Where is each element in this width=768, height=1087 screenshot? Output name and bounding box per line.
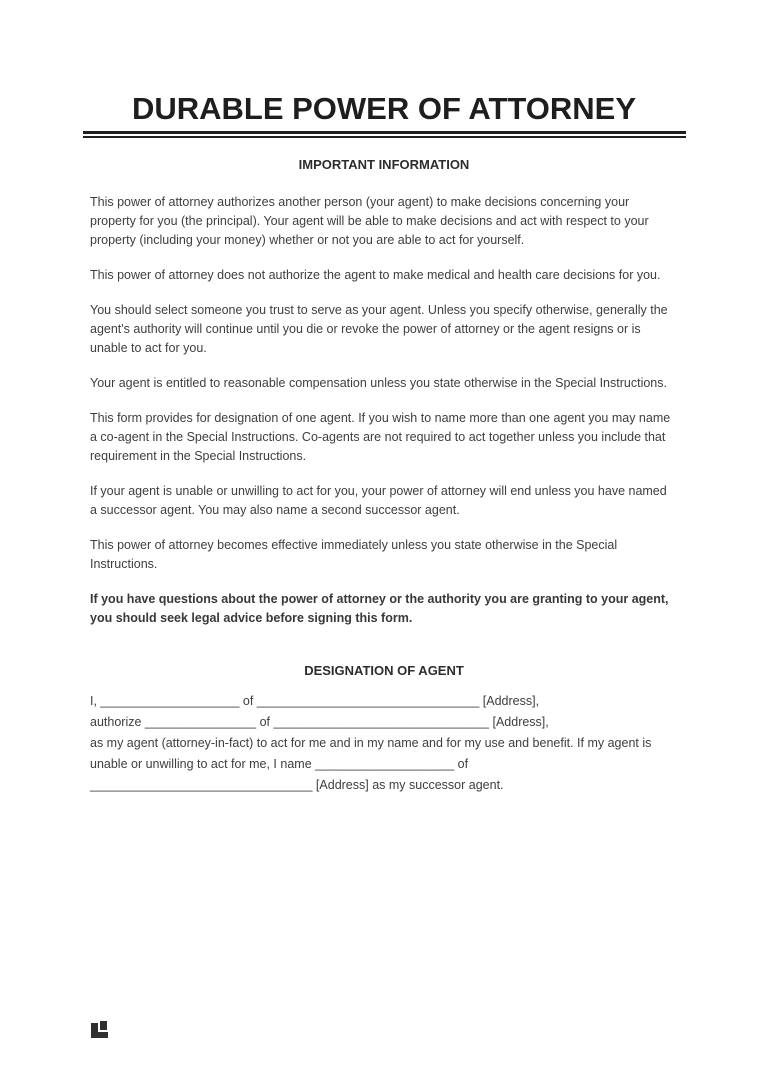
paragraph-line: Your agent is entitled to reasonable compensation unless you state otherwise in the Special Instructions. — [90, 376, 667, 390]
designation-line: authorize ________________ of _______________________________ [Address], — [90, 715, 549, 729]
paragraph-line: property for you (the principal). Your agent will be able to make decisions and act with respect to your — [90, 214, 649, 228]
title-divider-rule — [83, 131, 686, 138]
designation-of-agent-text — [90, 691, 678, 796]
paragraph-line: Instructions. — [90, 557, 158, 571]
paragraph-line: This form provides for designation of one agent. If you wish to name more than one agent you may name — [90, 411, 671, 425]
designation-line: ________________________________ [Address] as my successor agent. — [90, 778, 504, 792]
paragraph — [90, 266, 678, 285]
paragraph-line: unable to act for you. — [90, 341, 207, 355]
paragraph — [90, 409, 678, 466]
designation-line: I, ____________________ of ________________________________ [Address], — [90, 694, 540, 708]
paragraph — [90, 536, 678, 574]
designation-line: as my agent (attorney-in-fact) to act for me and in my name and for my use and benefit. If my agent is — [90, 736, 652, 750]
paragraph-line: If you have questions about the power of attorney or the authority you are granting to your agent, — [90, 592, 669, 606]
paragraph — [90, 590, 678, 628]
paragraph-line: a co-agent in the Special Instructions. Co-agents are not required to act together unless you include that — [90, 430, 666, 444]
paragraph-line: If your agent is unable or unwilling to act for you, your power of attorney will end unless you have named — [90, 484, 667, 498]
paragraph-line: This power of attorney becomes effective immediately unless you state otherwise in the Special — [90, 538, 618, 552]
designation-line: unable or unwilling to act for me, I name ____________________ of — [90, 757, 469, 771]
paragraph-line: requirement in the Special Instructions. — [90, 449, 307, 463]
section-heading-designation-of-agent: DESIGNATION OF AGENT — [304, 663, 464, 678]
paragraph-line: property (including your money) whether or not you are able to act for yourself. — [90, 233, 525, 247]
paragraph-line: You should select someone you trust to serve as your agent. Unless you specify otherwise, generally the — [90, 303, 668, 317]
paragraph-line: agent's authority will continue until you die or revoke the power of attorney or the agent resigns or is — [90, 322, 641, 336]
paragraph-line: This power of attorney authorizes another person (your agent) to make decisions concerning your — [90, 195, 630, 209]
document-page — [0, 93, 768, 1087]
important-information-paragraphs — [90, 193, 678, 628]
paragraph — [90, 374, 678, 393]
paragraph-line: a successor agent. You may also name a second successor agent. — [90, 503, 460, 517]
paragraph-line: This power of attorney does not authorize the agent to make medical and health care decisions for you. — [90, 268, 661, 282]
page-title: DURABLE POWER OF ATTORNEY — [131, 91, 637, 126]
section-heading-important-information: IMPORTANT INFORMATION — [298, 157, 470, 172]
paragraph — [90, 482, 678, 520]
paragraph — [90, 193, 678, 250]
paragraph — [90, 301, 678, 358]
legal-templates-logo-icon — [90, 1020, 109, 1039]
paragraph-line: you should seek legal advice before signing this form. — [90, 611, 413, 625]
